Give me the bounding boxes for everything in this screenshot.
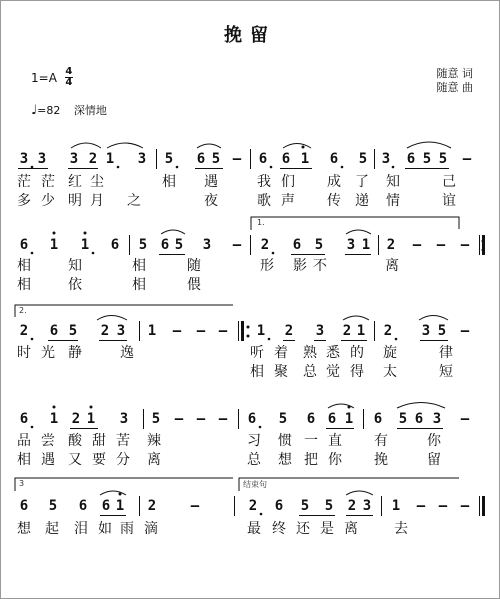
note: 6: [160, 237, 170, 253]
lyric-char: 去: [394, 521, 408, 537]
lyric-char: 随: [187, 258, 201, 274]
note: 5: [151, 411, 161, 427]
note: 2: [248, 498, 258, 514]
lyric-char: 想: [17, 521, 31, 537]
dash: —: [412, 237, 422, 253]
lyric-char: 相: [162, 174, 176, 190]
augmentation-dot: [176, 166, 179, 169]
note: 3: [346, 237, 356, 253]
lyric-char: 分: [116, 452, 130, 468]
slur: [71, 143, 101, 148]
lyric-char: 是: [320, 521, 334, 537]
note: 6: [78, 498, 88, 514]
octave-dot: [348, 406, 351, 409]
lyric-char: 时: [17, 345, 31, 361]
augmentation-dot: [31, 252, 34, 255]
note: 3: [116, 323, 126, 339]
time-signature-bottom: 4: [65, 77, 73, 88]
note: 2: [386, 237, 396, 253]
lyric-char: 短: [439, 364, 453, 380]
note: 6: [19, 498, 29, 514]
lyric-char: 不: [313, 258, 327, 274]
volta-bracket: [15, 478, 233, 491]
note: 1: [147, 323, 157, 339]
dash: —: [232, 237, 242, 253]
lyric-char: 光: [41, 345, 55, 361]
lyric-char: 离: [385, 258, 399, 274]
lyric-char: 相: [17, 277, 31, 293]
note: 3: [381, 151, 391, 167]
lyric-char: 旋: [383, 345, 397, 361]
lyric-char: 挽: [374, 452, 388, 468]
note: 5: [278, 411, 288, 427]
note: 3: [421, 323, 431, 339]
lyric-char: 少: [41, 193, 55, 209]
note: 3: [19, 151, 29, 167]
note: 6: [19, 411, 29, 427]
lyric-char: 明: [68, 193, 82, 209]
note: 3: [119, 411, 129, 427]
note: 1: [300, 151, 310, 167]
augmentation-dot: [395, 338, 398, 341]
dash: —: [460, 411, 470, 427]
lyric-char: 想: [278, 452, 292, 468]
augmentation-dot: [117, 166, 120, 169]
lyric-char: 要: [92, 452, 106, 468]
lyric-char: 还: [296, 521, 310, 537]
lyric-char: 离: [147, 452, 161, 468]
note: 5: [398, 411, 408, 427]
lyric-char: 你: [328, 452, 342, 468]
note: 1: [256, 323, 266, 339]
lyric-char: 递: [355, 193, 369, 209]
lyric-char: 起: [45, 521, 59, 537]
lyric-char: 酸: [68, 433, 82, 449]
dash: —: [460, 498, 470, 514]
octave-dot: [53, 232, 56, 235]
repeat-dot: [247, 335, 250, 338]
octave-dot: [53, 406, 56, 409]
note: 2: [100, 323, 110, 339]
volta-3-label: 3: [19, 479, 25, 488]
slur: [346, 491, 373, 495]
augmentation-dot: [260, 513, 263, 516]
dash: —: [462, 151, 472, 167]
note: 2: [284, 323, 294, 339]
lyric-char: 知: [68, 258, 82, 274]
slur: [161, 230, 185, 234]
lyric-char: 相: [132, 277, 146, 293]
dash: —: [218, 411, 228, 427]
lyric-char: 又: [68, 452, 82, 468]
dash: —: [436, 237, 446, 253]
repeat-dot: [482, 249, 485, 252]
lyric-char: 得: [350, 364, 364, 380]
dash: —: [196, 323, 206, 339]
note: 1: [49, 411, 59, 427]
note: 2: [88, 151, 98, 167]
augmentation-dot: [270, 166, 273, 169]
note: 6: [281, 151, 291, 167]
augmentation-dot: [272, 252, 275, 255]
volta-1-label: 1.: [257, 218, 265, 227]
augmentation-dot: [92, 252, 95, 255]
note: 1: [356, 323, 366, 339]
dash: —: [196, 411, 206, 427]
lyric-char: 夜: [204, 193, 218, 209]
note: 6: [274, 498, 284, 514]
note: 3: [315, 323, 325, 339]
time-signature-top: 4: [65, 66, 73, 77]
lyric-char: 相: [17, 258, 31, 274]
lyric-char: 相: [250, 364, 264, 380]
tempo-value: =82: [37, 104, 61, 117]
lyric-char: 最: [247, 521, 261, 537]
note: 6: [110, 237, 120, 253]
volta-bracket: [15, 305, 233, 317]
note: 1: [361, 237, 371, 253]
note: 6: [329, 151, 339, 167]
note: 3: [362, 498, 372, 514]
note: 6: [373, 411, 383, 427]
note: 6: [414, 411, 424, 427]
lyric-char: 成: [327, 174, 341, 190]
lyric-char: 静: [68, 345, 82, 361]
lyric-char: 们: [281, 174, 295, 190]
note: 5: [422, 151, 432, 167]
lyric-char: 茫: [41, 174, 55, 190]
slur: [343, 316, 369, 320]
dash: —: [190, 498, 200, 514]
lyric-char: 一: [304, 433, 318, 449]
lyric-char: 你: [427, 433, 441, 449]
lyric-char: 的: [350, 345, 364, 361]
lyric-char: 习: [247, 433, 261, 449]
lyric-char: 相: [132, 258, 146, 274]
lyric-char: 己: [442, 174, 456, 190]
lyric-char: 滴: [144, 521, 158, 537]
lyric-char: 歌: [257, 193, 271, 209]
note: 5: [438, 151, 448, 167]
note: 6: [19, 237, 29, 253]
augmentation-dot: [268, 338, 271, 341]
lyric-char: 谊: [442, 193, 456, 209]
note: 5: [164, 151, 174, 167]
lyricist-credit: 随意 词: [436, 67, 473, 80]
lyric-char: 直: [328, 433, 342, 449]
volta-2-label: 2.: [19, 306, 27, 315]
octave-dot: [302, 146, 305, 149]
note: 2: [71, 411, 81, 427]
note: 6: [327, 411, 337, 427]
augmentation-dot: [341, 166, 344, 169]
dash: —: [218, 323, 228, 339]
dash: —: [416, 498, 426, 514]
lyric-char: 逸: [120, 345, 134, 361]
repeat-dot: [247, 326, 250, 329]
note: 1: [115, 498, 125, 514]
slur: [97, 316, 127, 321]
note: 2: [19, 323, 29, 339]
lyric-char: 雨: [120, 521, 134, 537]
lyric-char: 相: [17, 452, 31, 468]
note: 1: [391, 498, 401, 514]
lyric-char: 把: [304, 452, 318, 468]
note: 5: [314, 237, 324, 253]
lyric-char: 终: [272, 521, 286, 537]
lyric-char: 悉: [326, 345, 340, 361]
lyric-char: 了: [355, 174, 369, 190]
lyric-char: 依: [68, 277, 82, 293]
note: 3: [202, 237, 212, 253]
note: 3: [137, 151, 147, 167]
note: 1: [344, 411, 354, 427]
key-label: 1=A: [31, 70, 57, 85]
note: 5: [324, 498, 334, 514]
note: 5: [437, 323, 447, 339]
octave-dot: [90, 406, 93, 409]
lyric-char: 传: [327, 193, 341, 209]
note: 5: [300, 498, 310, 514]
lyric-char: 偎: [187, 277, 201, 293]
lyric-char: 觉: [326, 364, 340, 380]
lyric-char: 律: [439, 345, 453, 361]
lyric-char: 形: [260, 258, 274, 274]
note: 6: [49, 323, 59, 339]
note: 2: [347, 498, 357, 514]
note: 2: [260, 237, 270, 253]
slur: [346, 230, 371, 234]
note: 5: [68, 323, 78, 339]
dash: —: [460, 323, 470, 339]
slur: [100, 491, 126, 495]
note: 6: [292, 237, 302, 253]
lyric-char: 尘: [90, 174, 104, 190]
octave-dot: [84, 232, 87, 235]
lyric-char: 甜: [92, 433, 106, 449]
dash: —: [438, 498, 448, 514]
lyric-char: 苦: [116, 433, 130, 449]
notation-marks: [1, 1, 499, 598]
note: 5: [358, 151, 368, 167]
lyric-char: 辣: [147, 433, 161, 449]
lyric-char: 茫: [17, 174, 31, 190]
composer-credit: 随意 曲: [436, 81, 473, 94]
note: 1: [105, 151, 115, 167]
note: 6: [406, 151, 416, 167]
lyric-char: 泪: [74, 521, 88, 537]
lyric-char: 品: [17, 433, 31, 449]
lyric-char: 留: [427, 452, 441, 468]
note: 5: [138, 237, 148, 253]
note: 2: [147, 498, 157, 514]
lyric-char: 尝: [41, 433, 55, 449]
slur: [397, 403, 445, 409]
note: 2: [342, 323, 352, 339]
note: 6: [306, 411, 316, 427]
dash: —: [460, 237, 470, 253]
volta-bracket: [251, 217, 459, 230]
dash: —: [172, 323, 182, 339]
augmentation-dot: [392, 166, 395, 169]
augmentation-dot: [31, 338, 34, 341]
note: 6: [101, 498, 111, 514]
note: 3: [432, 411, 442, 427]
note: 5: [174, 237, 184, 253]
note: 5: [48, 498, 58, 514]
lyric-char: 月: [90, 193, 104, 209]
slur: [197, 144, 221, 148]
lyric-char: 熟: [303, 345, 317, 361]
slur: [283, 144, 311, 149]
lyric-char: 我: [257, 174, 271, 190]
note: 1: [49, 237, 59, 253]
note: 1: [80, 237, 90, 253]
lyric-char: 离: [344, 521, 358, 537]
augmentation-dot: [259, 426, 262, 429]
note: 3: [37, 151, 47, 167]
lyric-char: 总: [247, 452, 261, 468]
note: 1: [86, 411, 96, 427]
lyric-char: 有: [374, 433, 388, 449]
volta-bracket: [239, 478, 459, 491]
dash: —: [174, 411, 184, 427]
note: 6: [196, 151, 206, 167]
octave-dot: [119, 493, 122, 496]
mood-marking: 深情地: [73, 104, 107, 117]
lyric-char: 红: [68, 174, 82, 190]
lyric-char: 声: [281, 193, 295, 209]
slur: [107, 143, 143, 148]
slur: [407, 142, 451, 148]
lyric-char: 多: [17, 193, 31, 209]
lyric-char: 影: [293, 258, 307, 274]
augmentation-dot: [31, 166, 34, 169]
note: 3: [69, 151, 79, 167]
augmentation-dot: [31, 426, 34, 429]
slur: [419, 316, 448, 321]
lyric-char: 着: [274, 345, 288, 361]
lyric-char: 遇: [41, 452, 55, 468]
lyric-char: 之: [127, 193, 141, 209]
lyric-char: 遇: [204, 174, 218, 190]
ending-label: 结束句: [243, 480, 267, 489]
song-title: 挽留: [224, 25, 276, 46]
lyric-char: 太: [383, 364, 397, 380]
note: 6: [258, 151, 268, 167]
lyric-char: 如: [98, 521, 112, 537]
lyric-char: 聚: [274, 364, 288, 380]
note: 2: [383, 323, 393, 339]
quarter-note-icon: ♩: [31, 103, 38, 118]
lyric-char: 总: [303, 364, 317, 380]
lyric-char: 听: [250, 345, 264, 361]
repeat-dot: [482, 240, 485, 243]
lyric-char: 情: [386, 193, 400, 209]
lyric-char: 惯: [278, 433, 292, 449]
lyric-char: 知: [386, 174, 400, 190]
dash: —: [232, 151, 242, 167]
note: 6: [247, 411, 257, 427]
note: 5: [211, 151, 221, 167]
